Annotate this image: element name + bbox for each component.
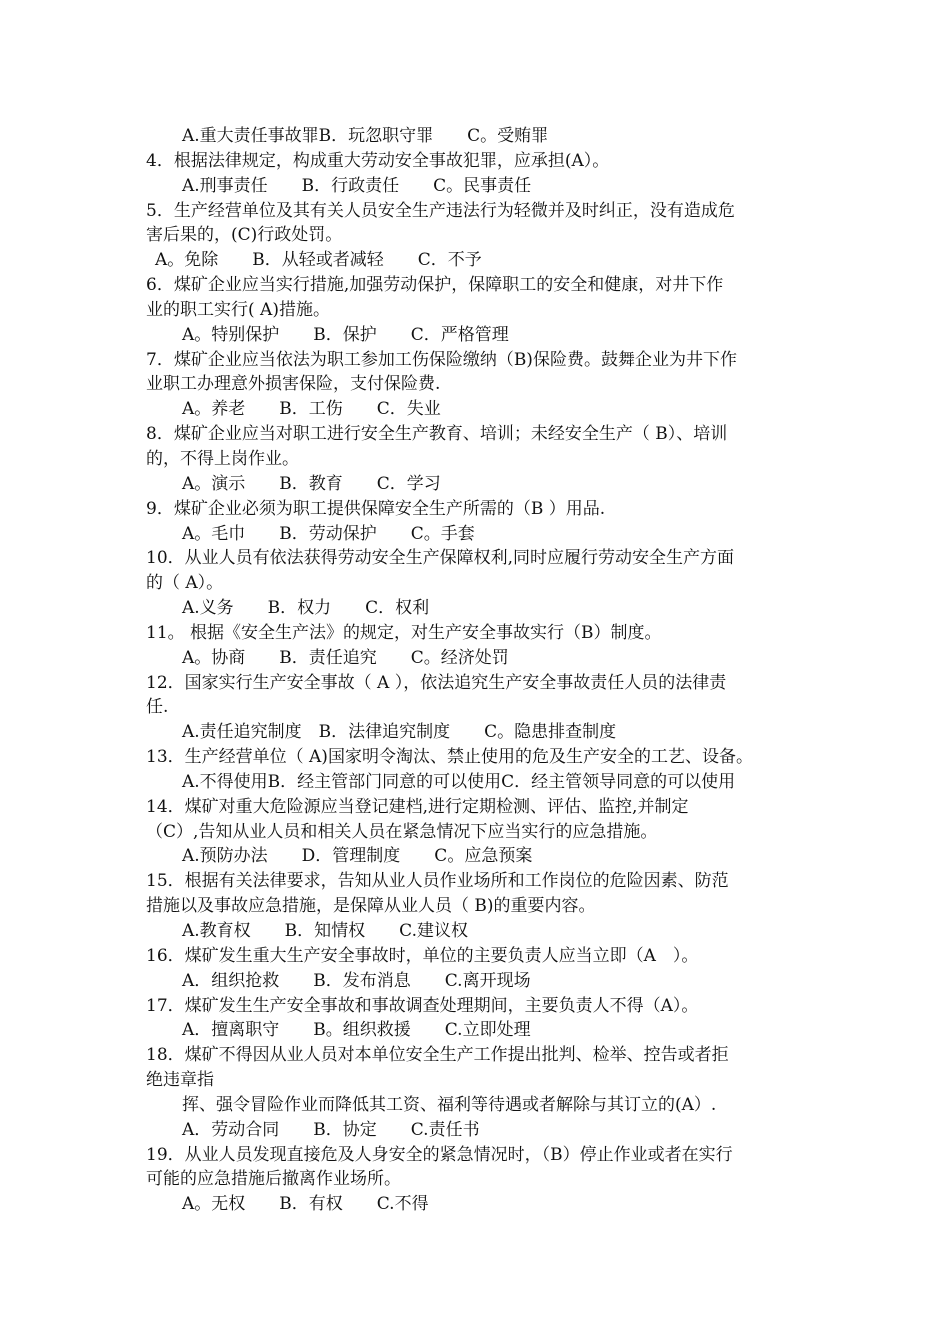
question-text-line: 11。 根据《安全生产法》的规定，对生产安全事故实行（B）制度。	[146, 622, 662, 643]
question-text-line: 业的职工实行( A)措施。	[146, 299, 330, 320]
answer-options-line: A。协商 B．责任追究 C。经济处罚	[182, 647, 509, 668]
answer-options-line: A.不得使用B．经主管部门同意的可以使用C．经主管领导同意的可以使用	[182, 771, 736, 792]
question-text-line: 18．煤矿不得因从业人员对本单位安全生产工作提出批判、检举、控告或者拒	[146, 1045, 729, 1066]
question-text-line: 6．煤矿企业应当实行措施,加强劳动保护，保障职工的安全和健康，对井下作	[146, 275, 724, 296]
question-text-line: 的（ A）。	[146, 573, 224, 594]
answer-options-line: A．劳动合同 B．协定 C.责任书	[182, 1119, 480, 1140]
answer-options-line: A.预防办法 D．管理制度 C。应急预案	[182, 846, 533, 867]
answer-options-line: A.责任追究制度 B．法律追究制度 C。隐患排查制度	[182, 722, 617, 743]
answer-options-line: 挥、强令冒险作业而降低其工资、福利等待遇或者解除与其订立的(A）.	[182, 1094, 717, 1115]
question-text-line: 13．生产经营单位（ A)国家明令淘汰、禁止使用的危及生产安全的工艺、设备。	[146, 747, 753, 768]
question-text-line: 的，不得上岗作业。	[146, 448, 299, 469]
answer-options-line: A.刑事责任 B．行政责任 C。民事责任	[182, 175, 532, 196]
question-text-line: 15．根据有关法律要求，告知从业人员作业场所和工作岗位的危险因素、防范	[146, 871, 729, 892]
question-text-line: 12．国家实行生产安全事故（ A ），依法追究生产安全事故责任人员的法律责	[146, 672, 727, 693]
answer-options-line: A．组织抢救 B．发布消息 C.离开现场	[182, 970, 531, 991]
question-text-line: 措施以及事故应急措施，是保障从业人员（ B)的重要内容。	[146, 896, 596, 917]
question-text-line: 17．煤矿发生生产安全事故和事故调查处理期间，主要负责人不得（A）。	[146, 995, 699, 1016]
answer-options-line: A。养老 B．工伤 C．失业	[182, 399, 441, 420]
question-text-line: 16．煤矿发生重大生产安全事故时，单位的主要负责人应当立即（A ）。	[146, 945, 699, 966]
question-list	[146, 124, 818, 1217]
answer-options-line: A.教育权 B．知情权 C.建议权	[182, 921, 468, 941]
question-text-line: 可能的应急措施后撤离作业场所。	[146, 1169, 401, 1190]
answer-options-line: A.义务 B．权力 C．权利	[182, 598, 430, 619]
answer-options-line: A。特别保护 B．保护 C．严格管理	[182, 324, 509, 345]
question-text-line: 绝违章指	[146, 1070, 214, 1091]
question-text-line: 任.	[146, 697, 169, 718]
question-text-line: 10．从业人员有依法获得劳动安全生产保障权利,同时应履行劳动安全生产方面	[146, 548, 735, 569]
question-text-line: 5．生产经营单位及其有关人员安全生产违法行为轻微并及时纠正，没有造成危	[146, 200, 735, 221]
question-text-line: 7．煤矿企业应当依法为职工参加工伤保险缴纳（B)保险费。鼓舞企业为井下作	[146, 349, 737, 370]
question-text-line: 14．煤矿对重大危险源应当登记建档,进行定期检测、评估、监控,并制定	[146, 796, 689, 817]
question-text-line: 19．从业人员发现直接危及人身安全的紧急情况时，（B）停止作业或者在实行	[146, 1144, 733, 1165]
question-text-line: 4．根据法律规定，构成重大劳动安全事故犯罪，应承担(A）。	[146, 150, 610, 171]
question-text-line: 8．煤矿企业应当对职工进行安全生产教育、培训；未经安全生产（ B）、培训	[146, 424, 728, 445]
question-text-line: （C）,告知从业人员和相关人员在紧急情况下应当实行的应急措施。	[146, 821, 658, 842]
answer-options-line: A。毛巾 B．劳动保护 C。手套	[182, 523, 475, 544]
answer-options-line: A．擅离职守 B。组织救援 C.立即处理	[182, 1020, 531, 1041]
question-text-line: 害后果的，(C)行政处罚。	[146, 225, 343, 246]
answer-options-line: A。无权 B．有权 C.不得	[182, 1194, 429, 1215]
question-text-line: 业职工办理意外损害保险，支付保险费.	[146, 374, 441, 395]
answer-options-line: A。免除 B．从轻或者减轻 C．不予	[155, 250, 482, 271]
answer-options-line: A。演示 B．教育 C．学习	[182, 473, 441, 494]
question-text-line: 9．煤矿企业必须为职工提供保障安全生产所需的（B ）用品.	[146, 498, 606, 519]
answer-options-line: A.重大责任事故罪B．玩忽职守罪 C。受贿罪	[182, 126, 549, 146]
